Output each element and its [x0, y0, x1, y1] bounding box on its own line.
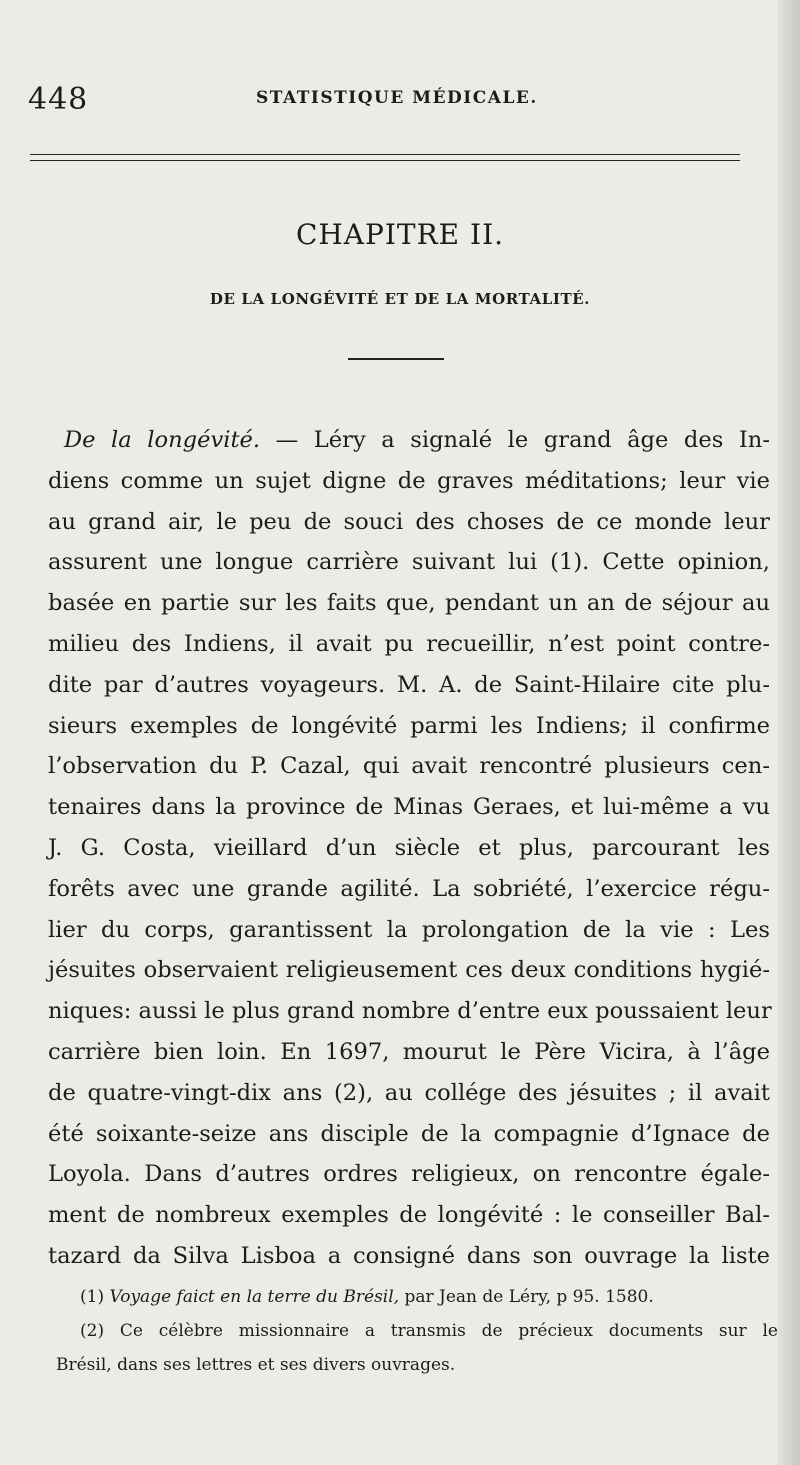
- chapter-subtitle: DE LA LONGÉVITÉ ET DE LA MORTALITÉ.: [209, 290, 591, 308]
- text-line: assurent une longue carrière suivant lui (1). Cette opinion,: [48, 549, 770, 576]
- text-line: l’observation du P. Cazal, qui avait rencontré plusieurs cen-: [48, 753, 770, 780]
- chapter-title: CHAPITRE II.: [295, 218, 505, 251]
- section-head: De la longévité.: [64, 427, 261, 453]
- text-line: lier du corps, garantissent la prolongation de la vie : Les: [48, 916, 770, 943]
- text-line: Loyola. Dans d’autres ordres religieux, on rencontre égale-: [48, 1161, 770, 1188]
- text-line: niques: aussi le plus grand nombre d’entre eux poussaient leur: [48, 998, 772, 1025]
- footnotes: [56, 1280, 778, 1382]
- text-line: De la longévité. — Léry a signalé le grand âge des In-: [64, 427, 770, 453]
- text-line: forêts avec une grande agilité. La sobriété, l’exercice régu-: [48, 875, 770, 902]
- header-rule: [30, 160, 740, 161]
- text-line: été soixante-seize ans disciple de la compagnie d’Ignace de: [48, 1120, 770, 1147]
- text-line: ment de nombreux exemples de longévité : le conseiller Bal-: [48, 1202, 770, 1229]
- footnote-2: (2) Ce célèbre missionnaire a transmis de précieux documents sur le: [80, 1321, 778, 1341]
- running-head: STATISTIQUE MÉDICALE.: [256, 88, 538, 108]
- header-rule: [30, 154, 740, 155]
- footnote-1-title: Voyage faict en la terre du Brésil,: [109, 1287, 400, 1307]
- text-line: tazard da Silva Lisboa a consigné dans son ouvrage la liste: [48, 1242, 770, 1269]
- text-line: de quatre-vingt-dix ans (2), au collége des jésuites ; il avait: [48, 1079, 770, 1106]
- footnote-2-continued: Brésil, dans ses lettres et ses divers ouvrages.: [56, 1355, 456, 1375]
- text-line: milieu des Indiens, il avait pu recueillir, n’est point contre-: [48, 630, 770, 657]
- text-line: au grand air, le peu de souci des choses de ce monde leur: [48, 508, 770, 535]
- text-line: basée en partie sur les faits que, pendant un an de séjour au: [48, 590, 770, 617]
- body-text: [48, 420, 770, 1277]
- text-line: diens comme un sujet digne de graves méditations; leur vie: [48, 467, 770, 494]
- text-line: jésuites observaient religieusement ces deux conditions hygié-: [48, 957, 770, 984]
- text-line: sieurs exemples de longévité parmi les Indiens; il confirme: [48, 712, 770, 739]
- text-line: dite par d’autres voyageurs. M. A. de Saint-Hilaire cite plu-: [48, 671, 770, 698]
- text-line: J. G. Costa, vieillard d’un siècle et plus, parcourant les: [48, 834, 770, 861]
- page-number: 448: [28, 82, 89, 117]
- text-line: carrière bien loin. En 1697, mourut le Père Vicira, à l’âge: [48, 1038, 770, 1065]
- section-divider: [348, 358, 444, 360]
- footnote-1: (1) Voyage faict en la terre du Brésil, par Jean de Léry, p 95. 1580.: [80, 1287, 654, 1307]
- text-line: tenaires dans la province de Minas Geraes, et lui-même a vu: [48, 794, 770, 821]
